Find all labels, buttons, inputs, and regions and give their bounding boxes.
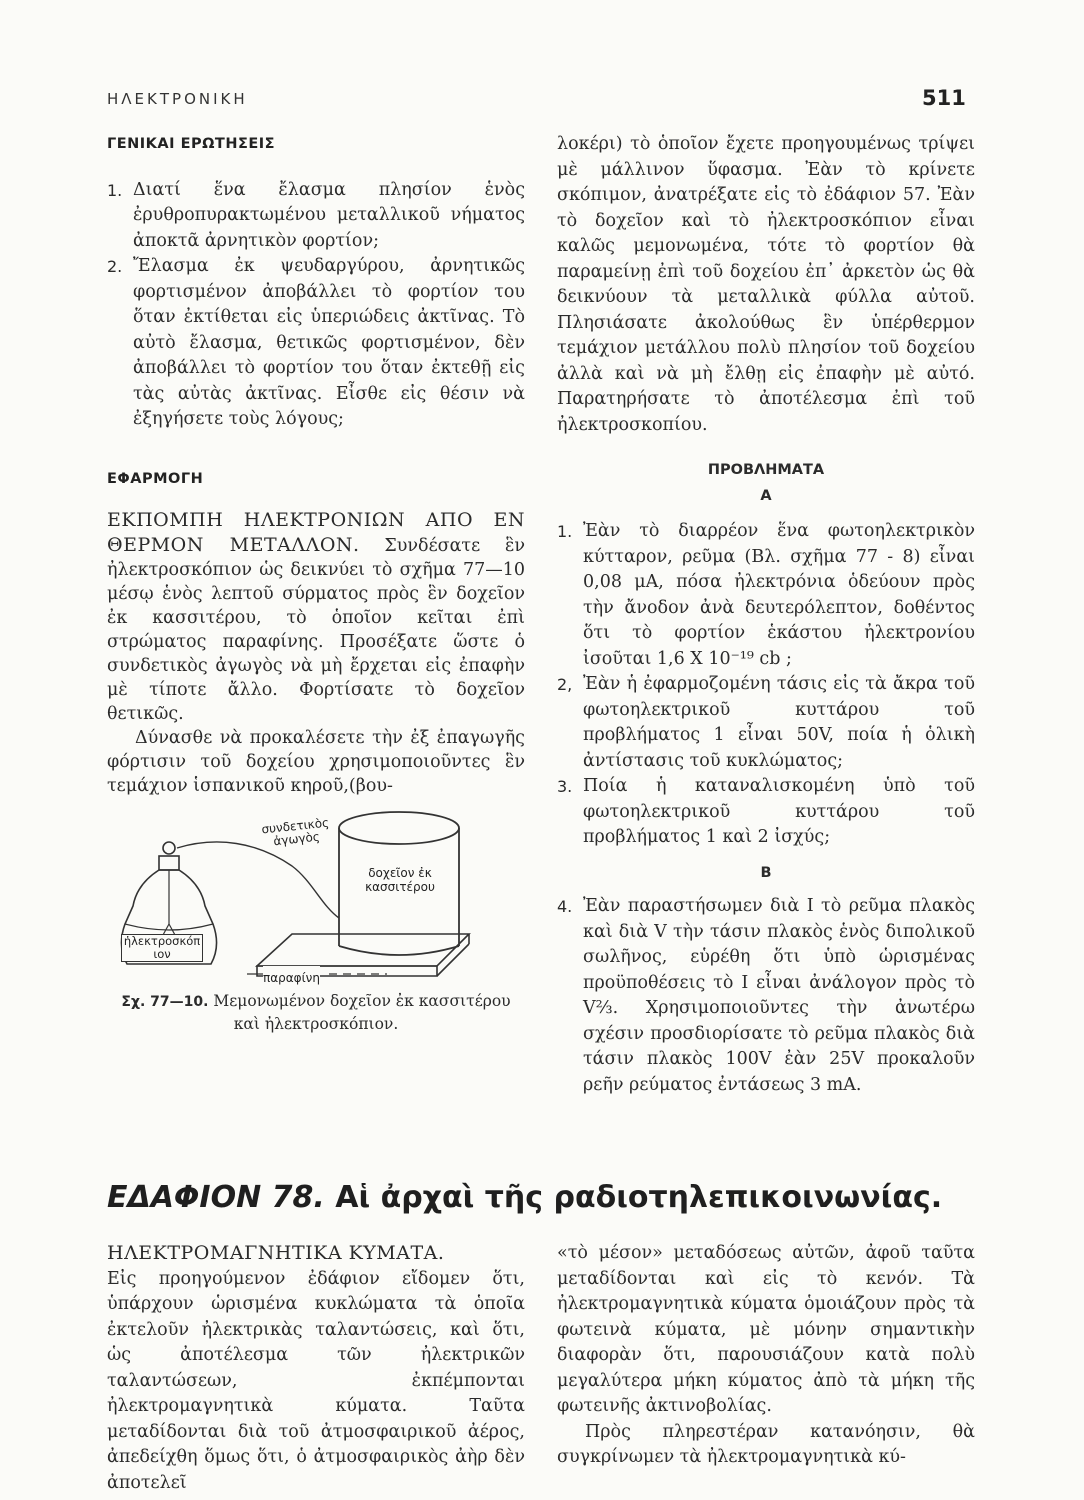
question-item bbox=[107, 178, 525, 255]
problem-number: 1. bbox=[557, 522, 573, 541]
left-column bbox=[107, 132, 525, 1035]
problem-item bbox=[557, 519, 975, 672]
question-text: Διατί ἕνα ἔλασμα πλησίον ἑνὸς ἐρυθροπυρακτωμένου μεταλλικοῦ νήματος ἀποκτᾶ ἀρνητικὸν φορτίον; bbox=[133, 179, 525, 251]
application-title: ΕΚΠΟΜΠΗ ΗΛΕΚΤΡΟΝΙΩΝ ΑΠΟ ΕΝ ΘΕΡΜΟΝ ΜΕΤΑΛΛΟΝ. bbox=[107, 509, 525, 556]
figure-caption bbox=[107, 990, 525, 1035]
problem-text: Ἐὰν τὸ διαρρέον ἕνα φωτοηλεκτρικὸν κύτταρον, ρεῦμα (Βλ. σχῆμα 77 - 8) εἶναι 0,08 μΑ, πόσα ἠλεκτρόνια ὁδεύουν πρὸς τὴν ἄνοδον ἀνὰ δευτερόλεπτον, δοθέντος ὅτι τὸ φορτίον ἑκάστου ἠλεκτρονίου ἰσοῦται 1,6 Χ 10⁻¹⁹ cb ; bbox=[583, 521, 975, 669]
problems-section-a: Α bbox=[760, 487, 772, 504]
label-can: δοχεῖον ἐκ κασσιτέρου bbox=[365, 866, 435, 894]
can-top bbox=[339, 812, 459, 844]
problem-number: 4. bbox=[557, 897, 573, 916]
problem-item bbox=[557, 774, 975, 851]
problems-section-b: Β bbox=[760, 864, 772, 881]
lesson-number: ΕΔΑΦΙΟΝ 78. bbox=[107, 1180, 325, 1215]
application-para-1: Συνδέσατε ἓν ἠλεκτροσκόπιον ὡς δεικνύει τὸ σχῆμα 77—10 μέσῳ ἑνὸς λεπτοῦ σύρματος πρὸς ἓν δοχεῖον ἐκ κασσιτέρου, τὸ ὁποῖον κεῖται ἐπὶ στρώματος παραφίνης. Προσέξατε ὥστε ὁ συνδετικὸς ἀγωγὸς νὰ μὴ ἔρχεται εἰς ἐπαφὴν μὲ τίποτε ἄλλο. Φορτίσατε τὸ δοχεῖον θετικῶς. bbox=[107, 536, 525, 724]
application-para-continued: λοκέρι) τὸ ὁποῖον ἔχετε προηγουμένως τρίψει μὲ μάλλινον ὕφασμα. Ἐὰν τὸ κρίνετε σκόπιμον, ἀνατρέξατε εἰς τὸ ἐδάφιον 57. Ἐὰν τὸ δοχεῖον καὶ τὸ ἠλεκτροσκόπιον εἶναι καλῶς μεμονωμένα, τότε τὸ φορτίον θὰ παραμείνῃ ἐπὶ τοῦ δοχείου ἐπ᾽ ἀρκετὸν ὡς θὰ δεικνύουν τὰ μεταλλικὰ φύλλα αὐτοῦ. Πλησιάσατε ἀκολούθως ἓν ὑπέρθερμον τεμάχιον μετάλλου πολὺ πλησίον τοῦ δοχείου ἀλλὰ καὶ νὰ μὴ ἔλθῃ εἰς ἐπαφὴν μὲ αὐτό. Παρατηρήσατε τὸ ἀποτέλεσμα ἐπὶ τοῦ ἠλεκτροσκοπίου. bbox=[557, 134, 975, 435]
question-text: Ἔλασμα ἐκ ψευδαργύρου, ἀρνητικῶς φορτισμένον ἀποβάλλει τὸ φορτίον του ὅταν ἐκτίθεται εἰς ὑπεριώδεις ἀκτῖνας. Τὸ αὐτὸ ἔλασμα, θετικῶς φορτισμένον, δὲν ἀποβάλλει τὸ φορτίον του ὅταν ἐκτεθῇ εἰς τὰς αὐτὰς ἀκτῖνας. Εἶσθε εἰς θέσιν νὰ ἐξηγήσετε τοὺς λόγους; bbox=[133, 256, 525, 429]
running-header: ΗΛΕΚΤΡΟΝΙΚΗ bbox=[107, 90, 248, 108]
application-body bbox=[107, 508, 525, 726]
problem-item bbox=[557, 672, 975, 774]
connecting-wire bbox=[177, 842, 339, 918]
figure-caption-number: Σχ. 77—10. bbox=[121, 994, 209, 1010]
application-heading: ΕΦΑΡΜΟΓΗ bbox=[107, 470, 204, 487]
lesson-right-column bbox=[557, 1241, 975, 1471]
figure-77-10 bbox=[107, 806, 525, 988]
label-paraffin: παραφίνη bbox=[263, 966, 320, 992]
right-column bbox=[557, 132, 975, 1098]
application-para-2: Δύνασθε νὰ προκαλέσετε τὴν ἐξ ἐπαγωγῆς φόρτισιν τοῦ δοχείου χρησιμοποιοῦντες ἓν τεμάχιον ἱσπανικοῦ κηροῦ,(βου- bbox=[107, 728, 525, 796]
electroscope-knob bbox=[163, 842, 175, 854]
problem-item bbox=[557, 894, 975, 1098]
problem-number: 3. bbox=[557, 777, 573, 796]
question-number: 2. bbox=[107, 257, 123, 276]
problem-text: Ἐὰν παραστήσωμεν διὰ Ι τὸ ρεῦμα πλακὸς καὶ διὰ V τὴν τάσιν πλακὸς ἑνὸς διπολικοῦ σωλῆνος, εὑρέθη ὅτι ὑπὸ ὡρισμένας προϋποθέσεις τὸ Ι εἶναι ἀνάλογον πρὸς τὸ V⅔. Χρησιμοποιοῦντες τὴν ἀνωτέρω σχέσιν προσδιορίσατε τὸ ρεῦμα πλακὸς διὰ τάσιν πλακὸς 100V ἐὰν 25V προκαλοῦν ρεῆν ρεύματος ἐντάσεως 3 mA. bbox=[583, 896, 975, 1095]
lesson-right-para-2: Πρὸς πληρεστέραν κατανόησιν, θὰ συγκρίνωμεν τὰ ἠλεκτρομαγνητικὰ κύ- bbox=[557, 1421, 975, 1467]
question-number: 1. bbox=[107, 180, 123, 200]
problem-number: 2, bbox=[557, 675, 573, 694]
question-item bbox=[107, 254, 525, 433]
lesson-right-para-1: «τὸ μέσον» μεταδόσεως αὐτῶν, ἀφοῦ ταῦτα μεταδίδονται καὶ εἰς τὸ κενόν. Τὰ ἠλεκτρομαγνητικὰ κύματα ὁμοιάζουν πρὸς τὰ φωτεινὰ κύματα, μὲ μόνην σημαντικὴν διαφορὰν ὅτι, παρουσιάζουν κατὰ πολὺ μεγαλύτερα μήκη κύματος ἀπὸ τὰ μήκη τῆς φωτεινῆς ἀκτινοβολίας. bbox=[557, 1243, 975, 1416]
lesson-subtitle: ΗΛΕΚΤΡΟΜΑΓΝΗΤΙΚΑ ΚΥΜΑΤΑ. bbox=[107, 1242, 445, 1264]
lesson-title-text: Αἱ ἀρχαὶ τῆς ραδιοτηλεπικοινωνίας. bbox=[335, 1180, 943, 1215]
problem-text: Ποία ἡ καταναλισκομένη ὑπὸ τοῦ φωτοηλεκτρικοῦ κυττάρου τοῦ προβλήματος 1 καὶ 2 ἰσχύς; bbox=[583, 776, 975, 847]
problems-heading: ΠΡΟΒΛΗΜΑΤΑ bbox=[707, 462, 825, 478]
lesson-title bbox=[107, 1180, 987, 1215]
lesson-left-text: Εἰς προηγούμενον ἐδάφιον εἴδομεν ὅτι, ὑπάρχουν ὡρισμένα κυκλώματα τὰ ὁποῖα ἐκτελοῦν ἠλεκτρικὰς ταλαντώσεις, καὶ ὅτι, ὡς ἀποτέλεσμα τῶν ἠλεκτρικῶν ταλαντώσεων, ἐκπέμπονται ἠλεκτρομαγνητικὰ κύματα. Ταῦτα μεταδίδονται διὰ τοῦ ἀτμοσφαιρικοῦ ἀέρος, ἀπεδείχθη ὅμως ὅτι, ὁ ἀτμοσφαιρικὸς ἀὴρ δὲν ἀποτελεῖ bbox=[107, 1268, 525, 1493]
page-number: 511 bbox=[922, 86, 966, 110]
lesson-left-column bbox=[107, 1241, 525, 1496]
paraffin-slab-top bbox=[257, 934, 469, 966]
label-electroscope: ἠλεκτροσκόπιον bbox=[121, 934, 203, 962]
problem-text: Ἐὰν ἡ ἐφαρμοζομένη τάσις εἰς τὰ ἄκρα τοῦ φωτοηλεκτρικοῦ κυττάρου τοῦ προβλήματος 1 εἶναι 50V, ποία ἡ ὁλικὴ ἀντίστασις τοῦ κυκλώματος; bbox=[583, 674, 975, 771]
figure-caption-text: Μεμονωμένον δοχεῖον ἐκ κασσιτέρου καὶ ἠλεκτροσκόπιον. bbox=[213, 992, 511, 1033]
label-wire: συνδετικὸς ἀγωγὸς bbox=[260, 815, 330, 849]
questions-heading: ΓΕΝΙΚΑΙ ΕΡΩΤΗΣΕΙΣ bbox=[107, 136, 276, 152]
can-bottom bbox=[339, 946, 459, 955]
